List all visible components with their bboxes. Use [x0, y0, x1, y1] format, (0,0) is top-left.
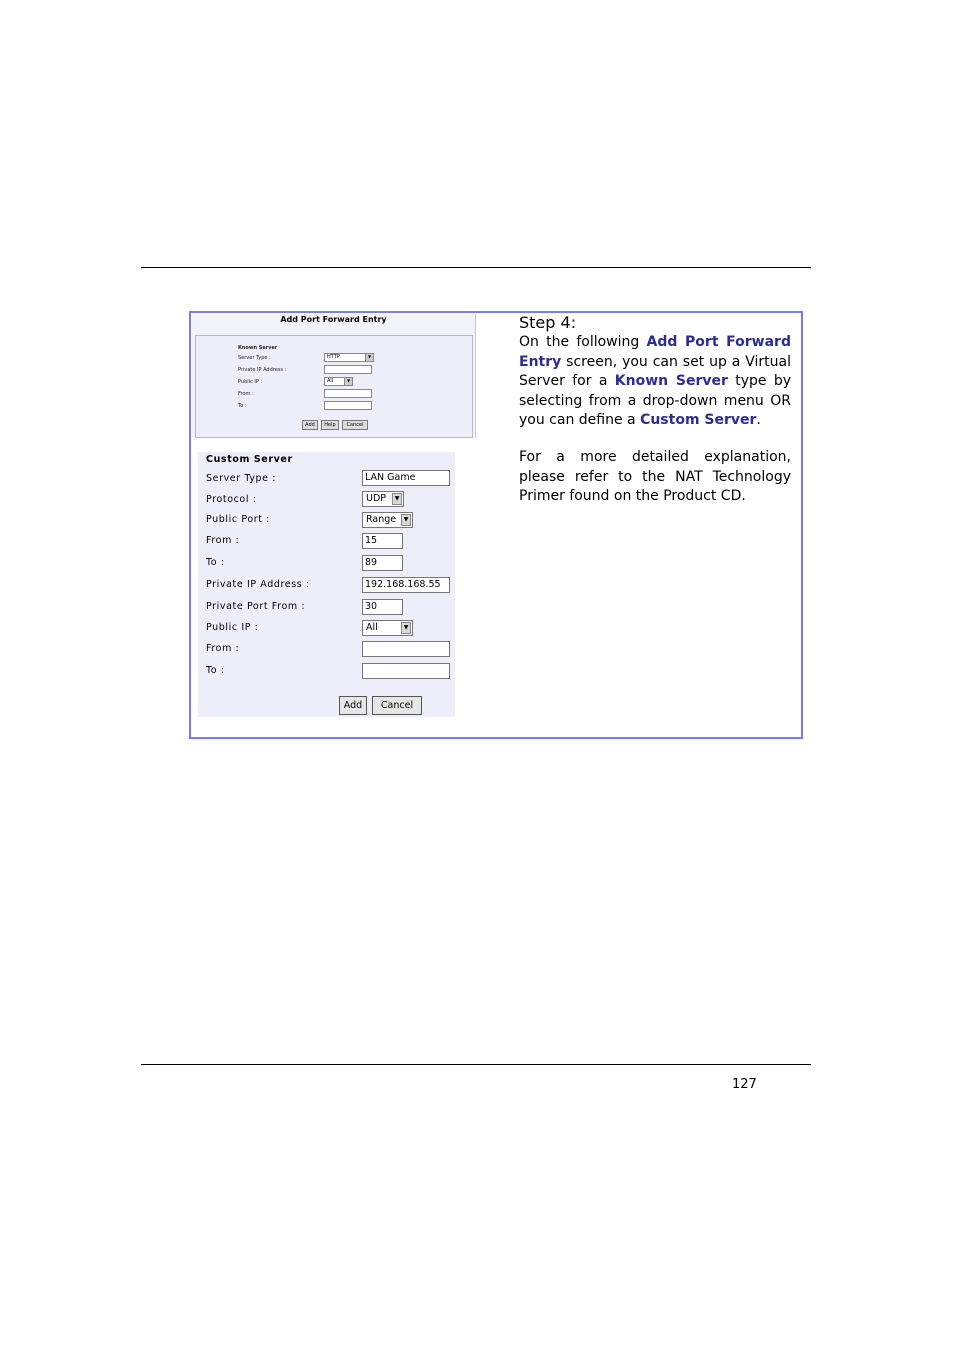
known-label-server-type: Server Type :: [238, 355, 271, 361]
add-button[interactable]: Add: [339, 696, 367, 715]
step-description: On the following Add Port Forward Entry screen, you can set up a Virtual Server for a Known Server type by selecting from a drop-down menu OR you can define a Custom Server.: [519, 334, 791, 428]
ip-to-field[interactable]: [362, 663, 450, 679]
known-label-from: From :: [238, 391, 254, 397]
label-private-ip: Private IP Address :: [206, 579, 310, 590]
to-port-field[interactable]: 89: [362, 555, 403, 571]
known-private-ip-field[interactable]: [324, 365, 372, 374]
chevron-down-icon: ▼: [392, 493, 402, 505]
known-to-field[interactable]: [324, 401, 372, 410]
known-cancel-button[interactable]: Cancel: [342, 420, 368, 430]
known-server-type-select[interactable]: HTTP ▼: [324, 353, 374, 362]
private-port-from-field[interactable]: 30: [362, 599, 403, 615]
custom-server-panel: [198, 452, 455, 717]
private-ip-field[interactable]: 192.168.168.55: [362, 577, 450, 593]
reference-note: For a more detailed explanation, please refer to the NAT Technology Primer found on the Product CD.: [519, 449, 791, 504]
chevron-down-icon: ▼: [344, 378, 352, 385]
known-label-public-ip: Public IP :: [238, 379, 263, 385]
known-help-button[interactable]: Help: [321, 420, 339, 430]
page-number: 127: [732, 1077, 757, 1092]
label-from: From :: [206, 535, 240, 546]
known-label-to: To :: [238, 403, 247, 409]
label-protocol: Protocol :: [206, 494, 257, 505]
known-add-button[interactable]: Add: [302, 420, 318, 430]
known-server-screenshot: [192, 314, 476, 438]
label-to: To :: [206, 557, 225, 568]
label-server-type: Server Type :: [206, 473, 277, 484]
known-server-panel: [195, 335, 473, 438]
public-ip-select[interactable]: All ▼: [362, 620, 413, 636]
chevron-down-icon: ▼: [365, 354, 373, 361]
label-ip-from: From :: [206, 643, 240, 654]
window-title: Add Port Forward Entry: [280, 315, 387, 324]
step-heading: Step 4:: [519, 313, 577, 332]
keyword-add-port-forward-entry: Add Port Forward Entry: [519, 334, 791, 370]
custom-server-heading: Custom Server: [206, 454, 293, 465]
label-private-port-from: Private Port From :: [206, 601, 306, 612]
server-type-field[interactable]: LAN Game: [362, 470, 450, 486]
keyword-custom-server: Custom Server: [640, 412, 757, 428]
keyword-known-server: Known Server: [614, 373, 728, 389]
header-rule: [141, 267, 811, 268]
known-from-field[interactable]: [324, 389, 372, 398]
label-public-port: Public Port :: [206, 514, 270, 525]
known-label-private-ip: Private IP Address :: [238, 367, 287, 373]
ip-from-field[interactable]: [362, 641, 450, 657]
cancel-button[interactable]: Cancel: [372, 696, 422, 715]
footer-rule: [141, 1064, 811, 1065]
protocol-select[interactable]: UDP ▼: [362, 491, 404, 507]
known-public-ip-select[interactable]: All ▼: [324, 377, 353, 386]
label-ip-to: To :: [206, 665, 225, 676]
chevron-down-icon: ▼: [401, 622, 411, 634]
from-port-field[interactable]: 15: [362, 533, 403, 549]
label-public-ip: Public IP :: [206, 622, 259, 633]
public-port-select[interactable]: Range ▼: [362, 512, 413, 528]
known-server-heading: Known Server: [238, 345, 278, 351]
chevron-down-icon: ▼: [401, 514, 411, 526]
